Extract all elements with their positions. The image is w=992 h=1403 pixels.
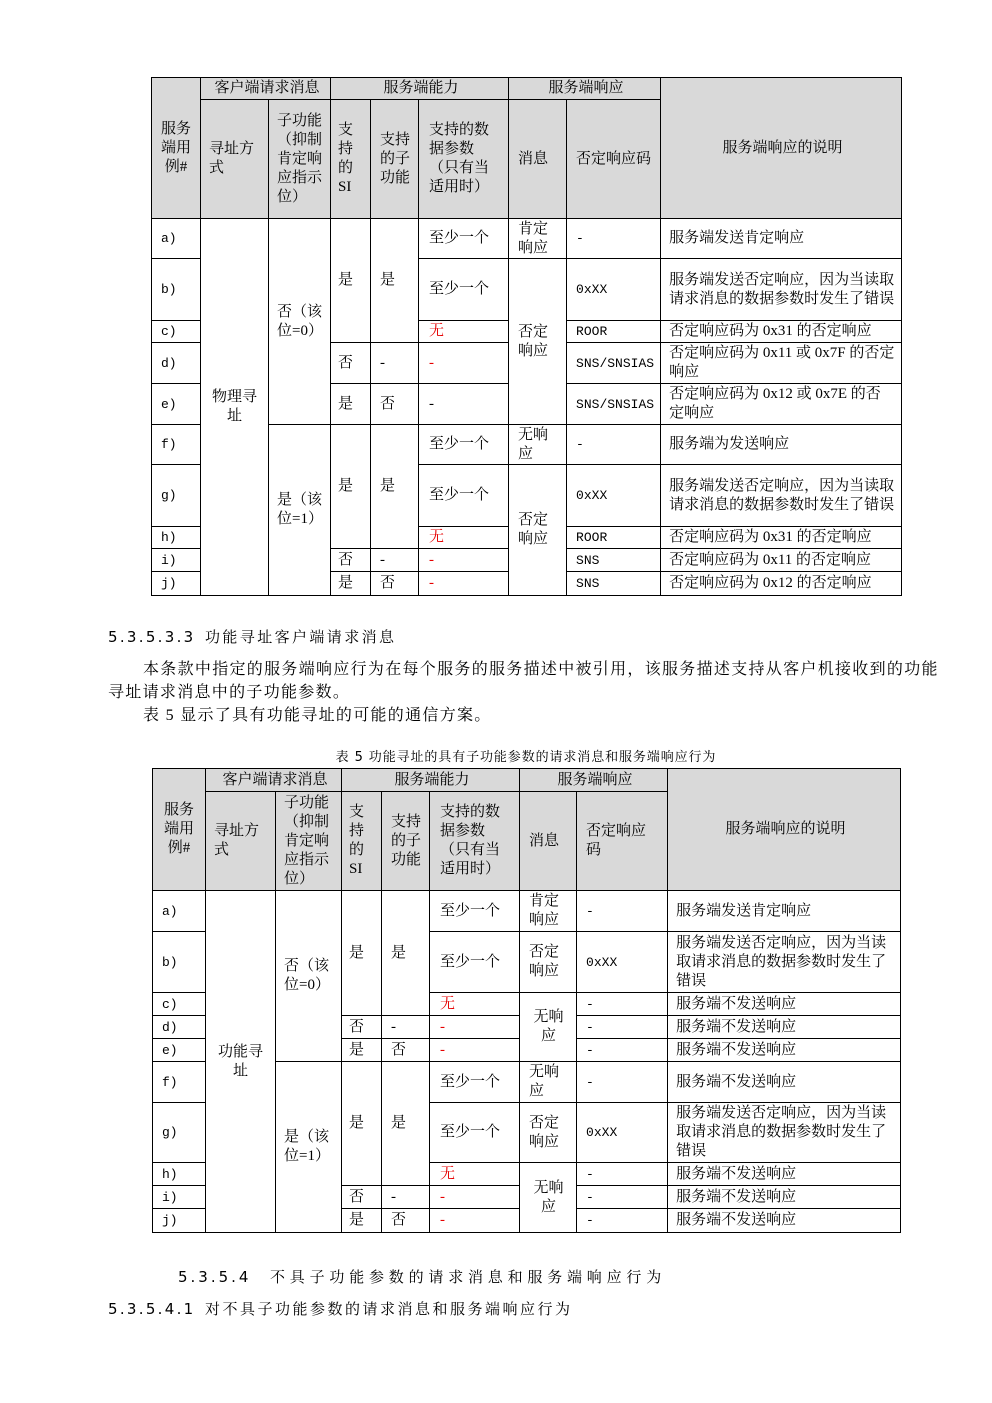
- supported-sub-function-cell: 否: [371, 384, 419, 425]
- supported-si-cell: 是: [342, 1209, 382, 1233]
- section-title: 功能寻址客户端请求消息: [205, 628, 397, 646]
- description-cell: 服务端不发送响应: [668, 1062, 901, 1103]
- section-title: 不具子功能参数的请求消息和服务端响应行为: [270, 1268, 667, 1286]
- description-cell: 服务端不发送响应: [668, 1163, 901, 1186]
- data-params-cell: -: [430, 1016, 520, 1039]
- supported-si-cell: 是: [331, 384, 371, 425]
- header-server-capability: 服务端能力: [342, 769, 520, 792]
- message-cell: 无响应: [509, 425, 567, 465]
- description-cell: 否定响应码为 0x31 的否定响应: [661, 321, 902, 343]
- nrc-cell: ROOR: [567, 321, 661, 343]
- data-params-cell: -: [430, 1209, 520, 1233]
- supported-sub-function-cell: 是: [382, 1062, 430, 1186]
- section-number: 5.3.5.4: [178, 1268, 252, 1286]
- message-cell: 肯定响应: [520, 891, 577, 932]
- case-id: h): [152, 527, 201, 549]
- description-cell: 否定响应码为 0x12 的否定响应: [661, 572, 902, 596]
- supported-sub-function-cell: -: [371, 343, 419, 384]
- data-params-cell: -: [419, 572, 509, 596]
- header-addressing: 寻址方式: [206, 792, 276, 891]
- header-server-capability: 服务端能力: [331, 78, 509, 100]
- addressing-cell: 物理寻址: [201, 219, 269, 596]
- table-physical-addressing: [151, 77, 902, 596]
- sub-function-cell: 是（该位=1）: [269, 425, 331, 596]
- data-params-cell: 无: [430, 1163, 520, 1186]
- nrc-cell: ROOR: [567, 527, 661, 549]
- message-cell: 否定响应: [520, 1103, 577, 1163]
- header-sub-function: 子功能（抑制肯定响应指示位）: [269, 100, 331, 219]
- description-cell: 否定响应码为 0x31 的否定响应: [661, 527, 902, 549]
- nrc-cell: 0xXX: [577, 932, 668, 993]
- table-header-row: [153, 769, 901, 792]
- case-id: b): [152, 259, 201, 321]
- section-heading-5-3-5-3-3: [108, 627, 396, 647]
- nrc-cell: -: [577, 1163, 668, 1186]
- header-client-request: 客户端请求消息: [206, 769, 342, 792]
- description-cell: 服务端不发送响应: [668, 1039, 901, 1062]
- header-nrc: 否定响应码: [577, 792, 668, 891]
- nrc-cell: SNS/SNSIAS: [567, 384, 661, 425]
- section-heading-5-3-5-4-1: [108, 1299, 573, 1319]
- supported-si-cell: 是: [342, 891, 382, 1016]
- case-id: j): [152, 572, 201, 596]
- nrc-cell: -: [577, 1039, 668, 1062]
- data-params-cell: 至少一个: [430, 891, 520, 932]
- header-description: 服务端响应的说明: [661, 78, 902, 219]
- header-case-no: 服务端用例#: [152, 78, 201, 219]
- sub-function-cell: 否（该位=0）: [276, 891, 342, 1062]
- header-nrc: 否定响应码: [567, 100, 661, 219]
- description-cell: 服务端发送否定响应，因为当读取请求消息的数据参数时发生了错误: [661, 259, 902, 321]
- data-params-cell: -: [419, 343, 509, 384]
- nrc-cell: 0xXX: [567, 259, 661, 321]
- description-cell: 服务端发送肯定响应: [668, 891, 901, 932]
- nrc-cell: 0xXX: [577, 1103, 668, 1163]
- case-id: a): [153, 891, 206, 932]
- header-client-request: 客户端请求消息: [201, 78, 331, 100]
- description-cell: 服务端发送否定响应，因为当读取请求消息的数据参数时发生了错误: [668, 932, 901, 993]
- description-cell: 服务端发送否定响应，因为当读取请求消息的数据参数时发生了错误: [668, 1103, 901, 1163]
- description-cell: 否定响应码为 0x11 的否定响应: [661, 549, 902, 572]
- data-params-cell: 至少一个: [419, 219, 509, 259]
- description-cell: 服务端发送否定响应，因为当读取请求消息的数据参数时发生了错误: [661, 465, 902, 527]
- section-number: 5.3.5.4.1: [108, 1300, 196, 1318]
- table-row: [152, 219, 902, 259]
- data-params-cell: 无: [419, 527, 509, 549]
- nrc-cell: -: [577, 1186, 668, 1209]
- supported-si-cell: 是: [331, 572, 371, 596]
- supported-si-cell: 是: [342, 1039, 382, 1062]
- nrc-cell: -: [567, 425, 661, 465]
- sub-function-cell: 是（该位=1）: [276, 1062, 342, 1233]
- case-id: i): [152, 549, 201, 572]
- nrc-cell: -: [577, 1209, 668, 1233]
- nrc-cell: SNS: [567, 572, 661, 596]
- case-id: c): [153, 993, 206, 1016]
- supported-si-cell: 否: [342, 1186, 382, 1209]
- header-case-no: 服务端用例#: [153, 769, 206, 891]
- case-id: b): [153, 932, 206, 993]
- nrc-cell: SNS: [567, 549, 661, 572]
- nrc-cell: -: [577, 993, 668, 1016]
- header-supported-si: 支持的SI: [342, 792, 382, 891]
- case-id: d): [153, 1016, 206, 1039]
- supported-si-cell: 是: [331, 219, 371, 343]
- section-title: 对不具子功能参数的请求消息和服务端响应行为: [205, 1300, 573, 1318]
- data-params-cell: -: [419, 549, 509, 572]
- description-cell: 服务端发送肯定响应: [661, 219, 902, 259]
- description-cell: 否定响应码为 0x12 或 0x7E 的否定响应: [661, 384, 902, 425]
- sub-function-cell: 否（该位=0）: [269, 219, 331, 425]
- case-id: c): [152, 321, 201, 343]
- data-params-cell: 至少一个: [430, 932, 520, 993]
- table-functional-addressing: [152, 768, 901, 1233]
- section-body: [108, 658, 943, 727]
- supported-sub-function-cell: 否: [371, 572, 419, 596]
- header-sub-function: 子功能（抑制肯定响应指示位）: [276, 792, 342, 891]
- supported-sub-function-cell: 是: [382, 891, 430, 1016]
- message-cell: 否定响应: [520, 932, 577, 993]
- description-cell: 服务端不发送响应: [668, 993, 901, 1016]
- supported-si-cell: 是: [331, 425, 371, 549]
- case-id: f): [152, 425, 201, 465]
- supported-si-cell: 是: [342, 1062, 382, 1186]
- supported-sub-function-cell: 是: [371, 425, 419, 549]
- case-id: f): [153, 1062, 206, 1103]
- addressing-cell: 功能寻址: [206, 891, 276, 1233]
- case-id: j): [153, 1209, 206, 1233]
- header-supported-data-params: 支持的数据参数（只有当适用时）: [430, 792, 520, 891]
- message-cell: 否定响应: [509, 465, 567, 596]
- case-id: e): [152, 384, 201, 425]
- data-params-cell: 无: [419, 321, 509, 343]
- description-cell: 服务端不发送响应: [668, 1016, 901, 1039]
- supported-sub-function-cell: 否: [382, 1039, 430, 1062]
- header-server-response: 服务端响应: [520, 769, 668, 792]
- body-paragraph: 表 5 显示了具有功能寻址的可能的通信方案。: [143, 707, 492, 724]
- supported-si-cell: 否: [342, 1016, 382, 1039]
- table-row: [153, 891, 901, 932]
- header-server-response: 服务端响应: [509, 78, 661, 100]
- table-caption: 表 5 功能寻址的具有子功能参数的请求消息和服务端响应行为: [335, 750, 717, 765]
- supported-sub-function-cell: -: [382, 1186, 430, 1209]
- data-params-cell: 至少一个: [430, 1062, 520, 1103]
- case-id: a): [152, 219, 201, 259]
- nrc-cell: -: [577, 1062, 668, 1103]
- header-supported-sub-function: 支持的子功能: [382, 792, 430, 891]
- data-params-cell: 无: [430, 993, 520, 1016]
- header-supported-sub-function: 支持的子功能: [371, 100, 419, 219]
- body-paragraph: 本条款中指定的服务端响应行为在每个服务的服务描述中被引用，该服务描述支持从客户机接收到的功能寻址请求消息中的子功能参数。: [108, 661, 939, 701]
- message-cell: 无响应: [520, 1062, 577, 1103]
- header-message: 消息: [520, 792, 577, 891]
- nrc-cell: -: [567, 219, 661, 259]
- supported-sub-function-cell: -: [382, 1016, 430, 1039]
- nrc-cell: -: [577, 891, 668, 932]
- section-number: 5.3.5.3.3: [108, 628, 196, 646]
- nrc-cell: -: [577, 1016, 668, 1039]
- message-cell: 无响应: [520, 1163, 577, 1233]
- section-heading-5-3-5-4: [178, 1267, 666, 1287]
- data-params-cell: -: [430, 1186, 520, 1209]
- header-message: 消息: [509, 100, 567, 219]
- case-id: g): [153, 1103, 206, 1163]
- data-params-cell: 至少一个: [419, 465, 509, 527]
- header-supported-si: 支持的SI: [331, 100, 371, 219]
- supported-si-cell: 否: [331, 343, 371, 384]
- supported-sub-function-cell: 否: [382, 1209, 430, 1233]
- case-id: e): [153, 1039, 206, 1062]
- supported-sub-function-cell: 是: [371, 219, 419, 343]
- case-id: h): [153, 1163, 206, 1186]
- data-params-cell: 至少一个: [430, 1103, 520, 1163]
- data-params-cell: 至少一个: [419, 259, 509, 321]
- message-cell: 肯定响应: [509, 219, 567, 259]
- table-header-row: [152, 78, 902, 100]
- supported-si-cell: 否: [331, 549, 371, 572]
- description-cell: 服务端不发送响应: [668, 1186, 901, 1209]
- description-cell: 服务端不发送响应: [668, 1209, 901, 1233]
- nrc-cell: SNS/SNSIAS: [567, 343, 661, 384]
- data-params-cell: -: [430, 1039, 520, 1062]
- message-cell: 无响应: [520, 993, 577, 1062]
- header-supported-data-params: 支持的数据参数（只有当适用时）: [419, 100, 509, 219]
- case-id: g): [152, 465, 201, 527]
- case-id: i): [153, 1186, 206, 1209]
- data-params-cell: -: [419, 384, 509, 425]
- nrc-cell: 0xXX: [567, 465, 661, 527]
- header-description: 服务端响应的说明: [668, 769, 901, 891]
- header-addressing: 寻址方式: [201, 100, 269, 219]
- description-cell: 服务端为发送响应: [661, 425, 902, 465]
- data-params-cell: 至少一个: [419, 425, 509, 465]
- case-id: d): [152, 343, 201, 384]
- message-cell: 否定响应: [509, 259, 567, 425]
- description-cell: 否定响应码为 0x11 或 0x7F 的否定响应: [661, 343, 902, 384]
- supported-sub-function-cell: -: [371, 549, 419, 572]
